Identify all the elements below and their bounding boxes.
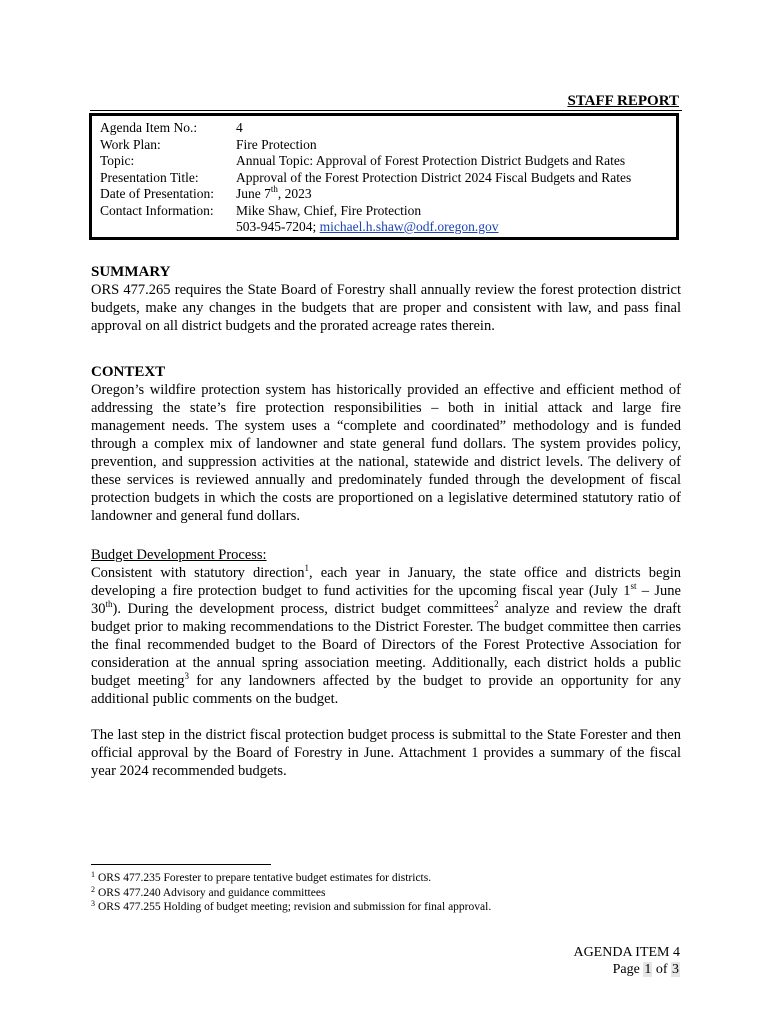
footnote-text: ORS 477.240 Advisory and guidance committees — [98, 886, 326, 899]
info-value: Annual Topic: Approval of Forest Protection District Budgets and Rates — [236, 153, 626, 168]
footnote-item — [91, 886, 491, 901]
summary-text: ORS 477.265 requires the State Board of Forestry shall annually review the forest protection district budgets, make any changes in the budgets that are proper and consistent with law, and pass final approval on all district budgets and the prorated acreage rates therein. — [91, 282, 681, 334]
info-label: Work Plan: — [100, 136, 161, 152]
contact-name: Mike Shaw, Chief, Fire Protection — [236, 202, 422, 218]
info-row-contact-details — [100, 219, 631, 236]
footnote-number: 1 — [91, 870, 95, 879]
footer-page-number — [573, 961, 680, 978]
page-word: Page — [612, 962, 644, 977]
ordinal-superscript: st — [630, 581, 637, 591]
contact-email-link[interactable]: michael.h.shaw@odf.oregon.gov — [319, 219, 499, 234]
footnote-text: ORS 477.255 Holding of budget meeting; revision and submission for final approval. — [98, 901, 492, 913]
context-heading: CONTEXT — [91, 364, 166, 380]
footnote-number: 2 — [91, 884, 95, 894]
date-text-end: , 2023 — [277, 186, 312, 201]
footnote-ref: 1 — [304, 563, 310, 573]
date-superscript: th — [270, 184, 278, 194]
footnotes — [91, 871, 491, 915]
report-title: STAFF REPORT — [567, 93, 679, 109]
text-run: analyze and review the draft budget prior to making recommendations to the District Forester. The budget committee then carries the final recommended budget to the Board of Directors of the Forest Protective Association for consideration at the annual spring association meeting. Additionally, each district holds a public budget meeting — [91, 601, 681, 689]
ordinal-superscript: th — [105, 599, 113, 609]
text-run: for any landowners affected by the budget to provide an opportunity for any additional public comments on the budget. — [91, 673, 682, 707]
footnote-item — [91, 871, 491, 886]
text-run: Consistent with statutory direction — [91, 565, 305, 581]
info-row-work-plan — [100, 137, 631, 154]
info-value — [236, 219, 499, 236]
info-row-date — [100, 186, 631, 203]
budget-section — [91, 546, 681, 780]
info-table — [100, 120, 631, 236]
footnote-divider — [91, 864, 271, 865]
text-run: , each year in January, the state office and districts begin developing a fire protection budget to fund activities for the upcoming fiscal year (July 1 — [91, 565, 681, 599]
title-rule — [90, 110, 682, 111]
info-label: Date of Presentation: — [100, 186, 214, 201]
text-run: – June 30 — [91, 583, 681, 617]
budget-paragraph-1 — [91, 564, 681, 708]
info-value: Fire Protection — [236, 136, 317, 152]
footer-agenda-item: AGENDA ITEM 4 — [573, 945, 680, 960]
footnote-text: ORS 477.235 Forester to prepare tentative budget estimates for districts. — [98, 872, 432, 884]
footnote-ref: 3 — [184, 671, 189, 681]
contact-phone: 503-945-7204; — [236, 219, 320, 234]
footnote-item — [91, 900, 491, 915]
summary-heading: SUMMARY — [91, 264, 171, 280]
summary-section — [91, 263, 681, 335]
page-of: of — [652, 962, 671, 977]
info-row-topic — [100, 153, 631, 170]
info-label: Contact Information: — [100, 202, 214, 218]
info-value: Approval of the Forest Protection District 2024 Fiscal Budgets and Rates — [236, 169, 632, 185]
info-row-presentation-title — [100, 170, 631, 187]
budget-subheading: Budget Development Process: — [91, 547, 267, 563]
info-row-contact — [100, 203, 631, 220]
page-footer — [573, 944, 680, 978]
budget-paragraph-2: The last step in the district fiscal protection budget process is submittal to the State Forester and then official approval by the Board of Forestry in June. Attachment 1 provides a summary of the fiscal year 2024 recommended budgets. — [91, 727, 681, 779]
text-run: ). During the development process, district budget committees — [112, 601, 495, 617]
date-text: June 7 — [236, 186, 271, 201]
info-label: Agenda Item No.: — [100, 120, 198, 135]
context-text: Oregon’s wildfire protection system has historically provided an effective and efficient method of addressing the state’s fire protection responsibilities – both in initial attack and large fire management needs. The system uses a “complete and coordinated” methodology and is funded through a complex mix of landowner and state general fund dollars. The system provides policy, prevention, and suppression activities at the national, statewide and district levels. The delivery of these services is reviewed annually and predominately funded through the development of fiscal protection budgets in which the costs are proportioned on a legislative determined statutory ratio of landowner and general fund dollars. — [91, 382, 681, 524]
footnote-ref: 2 — [494, 599, 499, 609]
info-label: Topic: — [100, 153, 135, 168]
info-label: Presentation Title: — [100, 169, 199, 185]
page-total: 3 — [672, 962, 679, 977]
footnote-number: 3 — [91, 899, 95, 908]
info-value: 4 — [236, 120, 243, 135]
page-current: 1 — [644, 962, 652, 977]
info-value — [236, 186, 312, 203]
info-row-agenda — [100, 120, 631, 137]
context-section — [91, 363, 681, 525]
